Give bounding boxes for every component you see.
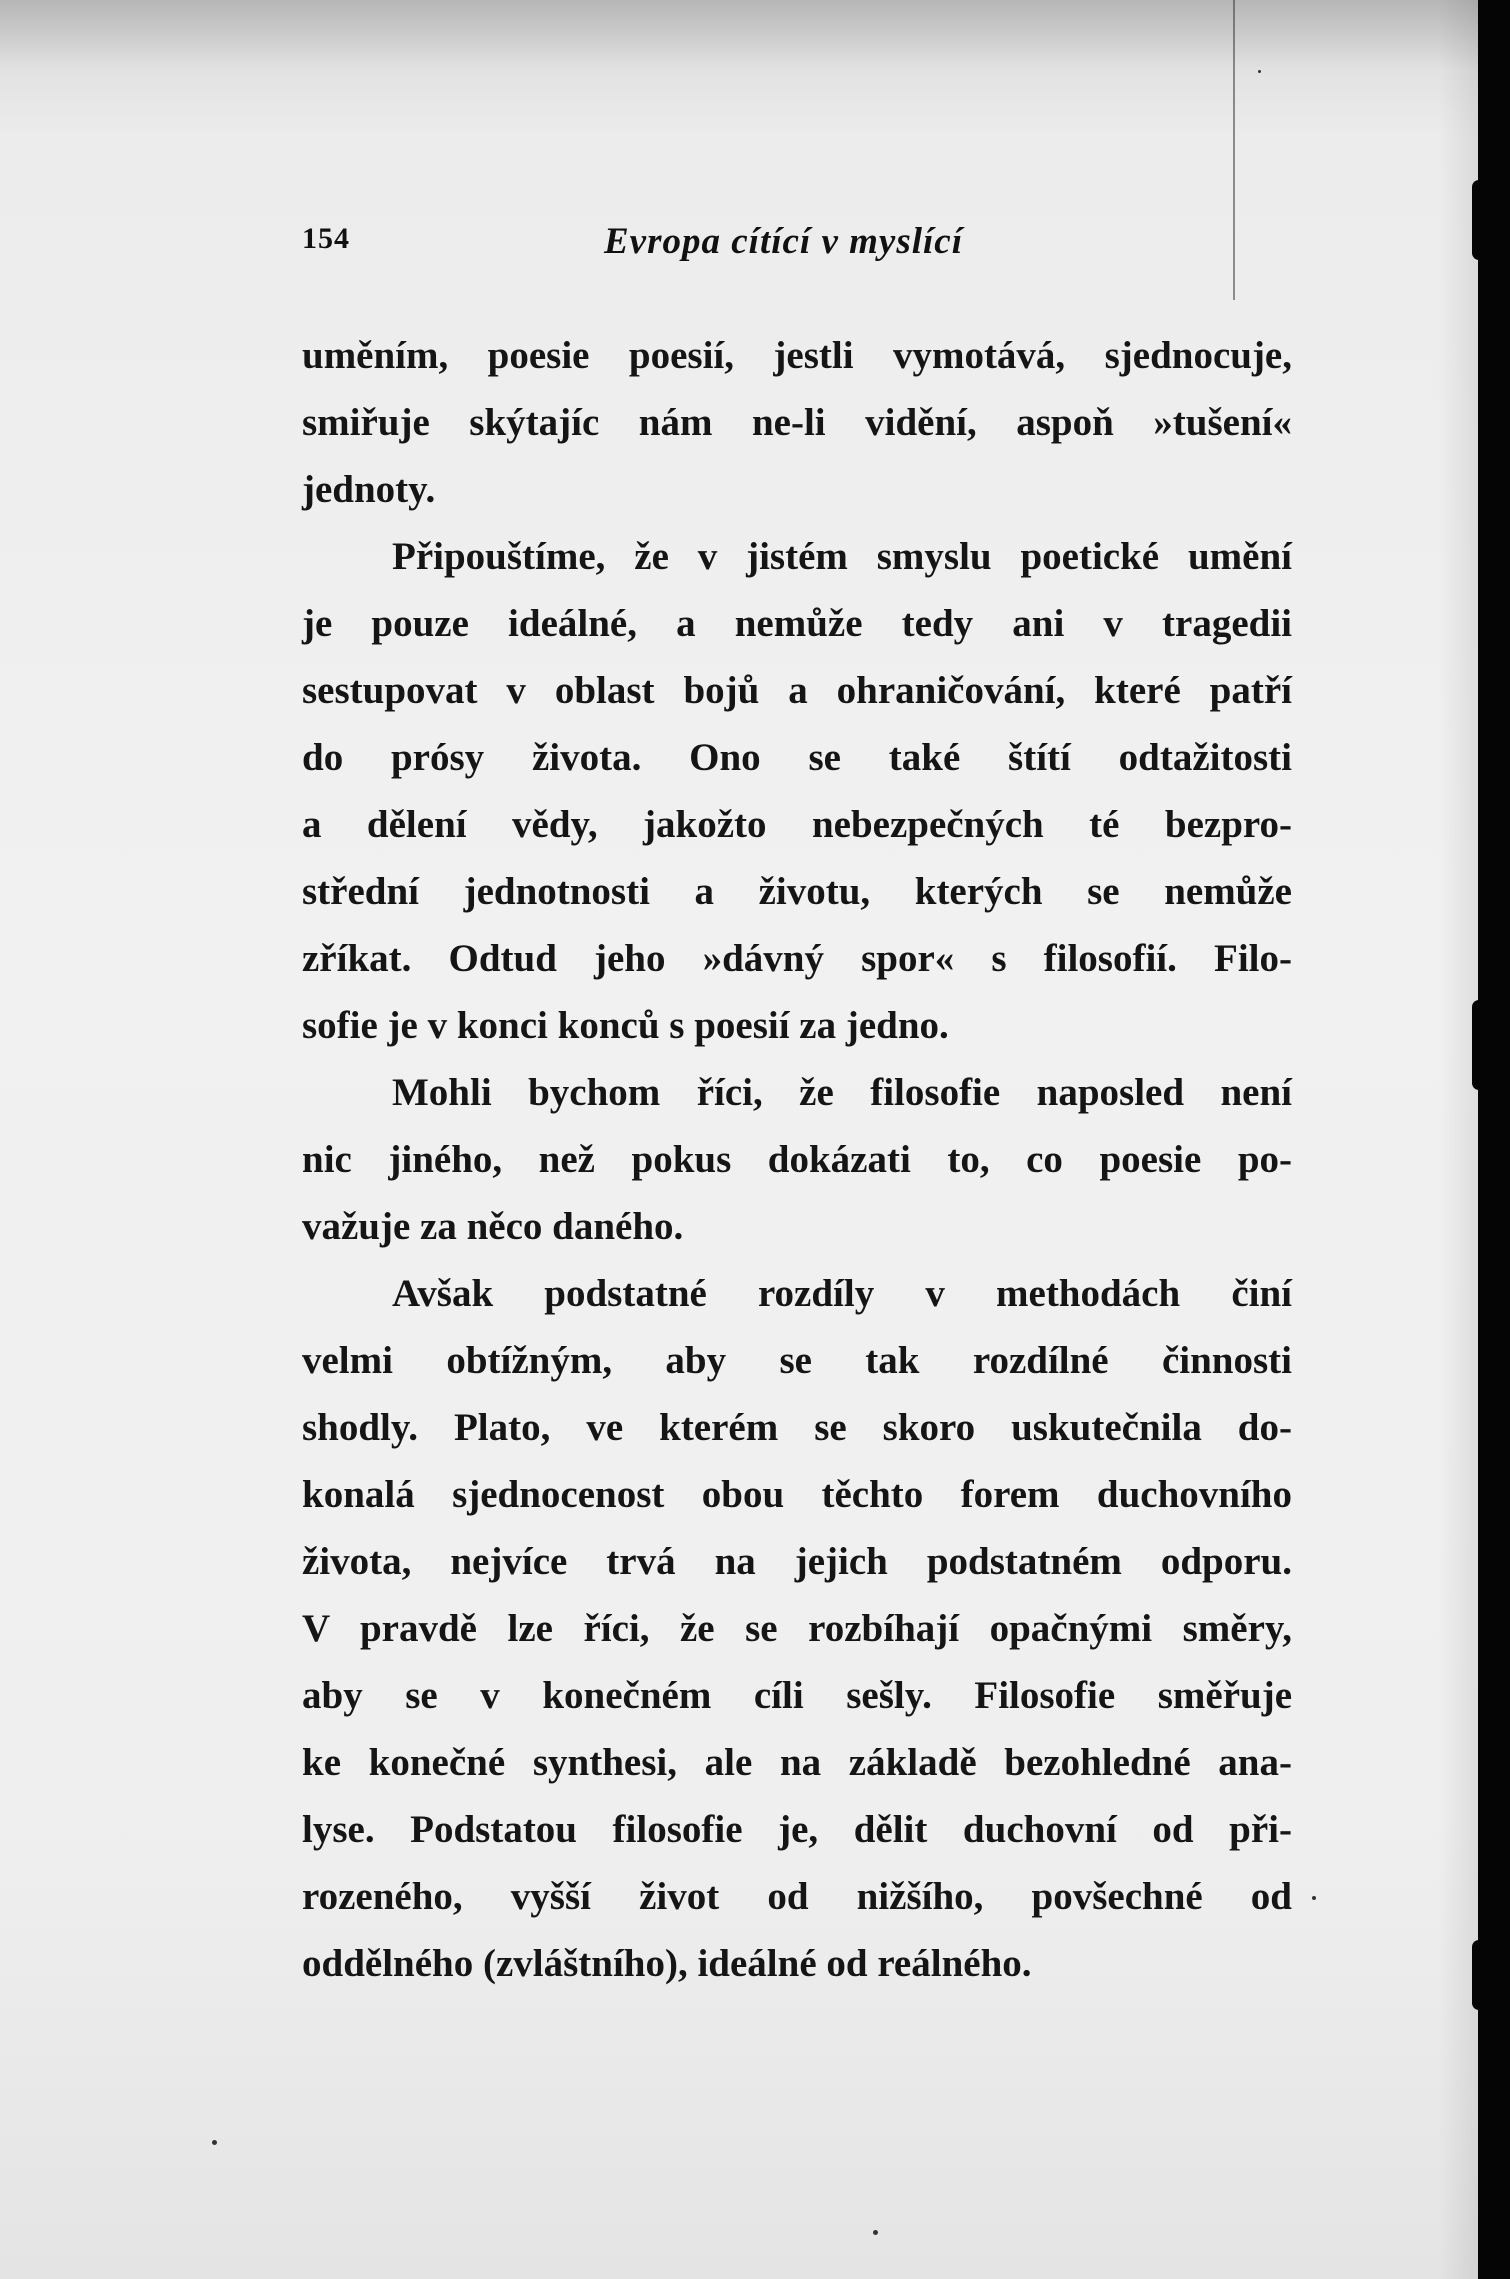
scan-speck <box>1258 70 1261 73</box>
text-line: oddělného (zvláštního), ideálné od reálného. <box>302 1942 1032 1985</box>
scan-border-notch <box>1472 1000 1486 1090</box>
text-line: uměním, poesie poesií, jestli vymotává, sjednocuje, <box>302 334 1292 377</box>
text-line: važuje za něco daného. <box>302 1205 684 1248</box>
text-line: do prósy života. Ono se také štítí odtažitosti <box>302 736 1292 779</box>
running-title: Evropa cítící v myslící <box>604 221 963 262</box>
text-line: lyse. Podstatou filosofie je, dělit duchovní od při- <box>302 1808 1292 1851</box>
text-line: nic jiného, než pokus dokázati to, co poesie po- <box>302 1138 1292 1181</box>
scan-speck <box>1312 1896 1316 1900</box>
text-line: Avšak podstatné rozdíly v methodách činí <box>392 1272 1292 1315</box>
text-line: velmi obtížným, aby se tak rozdílné činnosti <box>302 1339 1292 1382</box>
text-line: Mohli bychom říci, že filosofie naposled není <box>392 1071 1292 1114</box>
text-line: smiřuje skýtajíc nám ne-li vidění, aspoň »tušení« <box>302 401 1292 444</box>
text-line: rozeného, vyšší život od nižšího, povšechné od <box>302 1875 1292 1918</box>
scan-border-notch <box>1472 1940 1486 2010</box>
text-line: V pravdě lze říci, že se rozbíhají opačnými směry, <box>302 1607 1292 1650</box>
text-line: střední jednotnosti a životu, kterých se nemůže <box>302 870 1292 913</box>
page-number: 154 <box>302 222 350 255</box>
text-line: sestupovat v oblast bojů a ohraničování, které patří <box>302 669 1292 712</box>
text-line: Připouštíme, že v jistém smyslu poetické umění <box>392 535 1292 578</box>
text-line: konalá sjednocenost obou těchto forem duchovního <box>302 1473 1292 1516</box>
scan-speck <box>212 2140 217 2145</box>
text-line: ke konečné synthesi, ale na základě bezohledné ana- <box>302 1741 1292 1784</box>
text-line: shodly. Plato, ve kterém se skoro uskutečnila do- <box>302 1406 1292 1449</box>
page-header <box>302 222 1292 268</box>
text-line: jednoty. <box>302 468 436 511</box>
text-line: života, nejvíce trvá na jejich podstatném odporu. <box>302 1540 1292 1583</box>
body-text <box>302 322 1292 1997</box>
scan-border-notch <box>1472 180 1486 260</box>
text-line: zříkat. Odtud jeho »dávný spor« s filosofií. Filo- <box>302 937 1292 980</box>
text-line: sofie je v konci konců s poesií za jedno. <box>302 1004 949 1047</box>
scan-speck <box>873 2230 878 2235</box>
text-line: je pouze ideálné, a nemůže tedy ani v tragedii <box>302 602 1292 645</box>
scan-border <box>1478 0 1510 2279</box>
text-line: a dělení vědy, jakožto nebezpečných té bezpro- <box>302 803 1292 846</box>
text-line: aby se v konečném cíli sešly. Filosofie směřuje <box>302 1674 1292 1717</box>
